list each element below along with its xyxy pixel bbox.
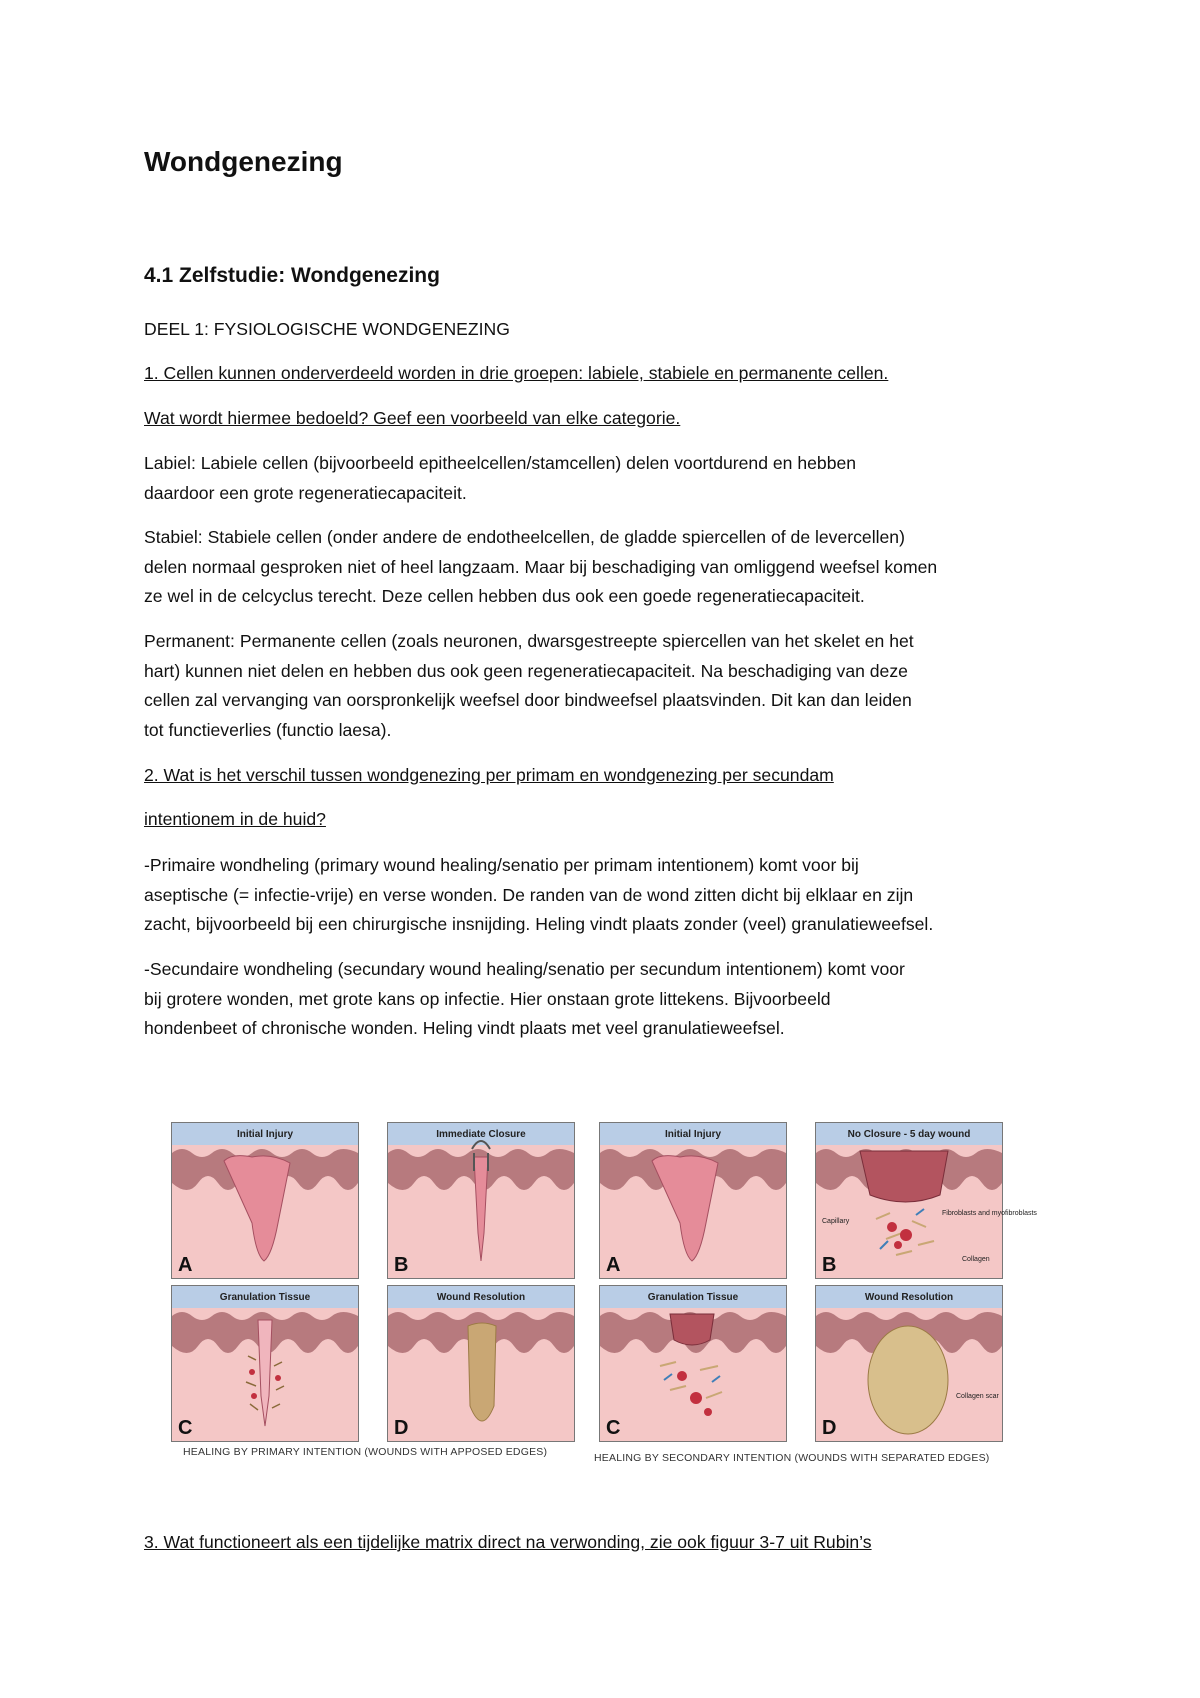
document-title: Wondgenezing xyxy=(144,146,343,177)
answer-permanent xyxy=(144,627,1056,745)
answer-stabiel xyxy=(144,523,1056,612)
panel-title: Immediate Closure xyxy=(436,1129,526,1140)
text-line: zacht, bijvoorbeeld bij een chirurgische insnijding. Heling vindt plaats zonder (veel) granulatieweefsel. xyxy=(144,914,934,934)
figure-panel-secondary-a xyxy=(599,1122,787,1279)
panel-title: Wound Resolution xyxy=(436,1292,526,1303)
answer-labiel xyxy=(144,449,1056,508)
text-line: hondenbeet of chronische wonden. Heling vindt plaats met veel granulatieweefsel. xyxy=(144,1018,785,1038)
text-line: Labiel: Labiele cellen (bijvoorbeeld epitheelcellen/stamcellen) delen voortdurend en hebben xyxy=(144,453,857,473)
label-collagen: Collagen xyxy=(962,1256,990,1263)
text-line: bij grotere wonden, met grote kans op infectie. Hier onstaan grote littekens. Bijvoorbeeld xyxy=(144,988,831,1009)
panel-title: Granulation Tissue xyxy=(219,1292,311,1303)
question-1-sub: Wat wordt hiermee bedoeld? Geef een voorbeeld van elke categorie. xyxy=(144,408,681,428)
text-line: daardoor een grote regeneratiecapaciteit. xyxy=(144,482,467,503)
panel-title: Wound Resolution xyxy=(864,1292,954,1303)
figure-panel-secondary-b xyxy=(815,1122,1037,1279)
text-line: cellen zal vervanging van oorspronkelijk weefsel door bindweefsel plaatsvinden. Dit kan dan leiden xyxy=(144,690,912,710)
panel-letter: A xyxy=(606,1254,621,1276)
panel-title: No Closure - 5 day wound xyxy=(847,1129,971,1140)
figure-panel-primary-c xyxy=(171,1285,359,1442)
caption-primary: HEALING BY PRIMARY INTENTION (WOUNDS WITH APPOSED EDGES) xyxy=(183,1446,548,1458)
panel-title: Initial Injury xyxy=(236,1129,294,1140)
panel-title: Granulation Tissue xyxy=(647,1292,739,1303)
question-3: 3. Wat functioneert als een tijdelijke matrix direct na verwonding, zie ook figuur 3-7 uit Rubin’s xyxy=(144,1532,872,1552)
text-line: ze wel in de celcyclus terecht. Deze cellen hebben dus ook een goede regeneratiecapaciteit. xyxy=(144,586,865,606)
text-line: delen normaal gesproken niet of heel langzaam. Maar bij beschadiging van omliggend weefsel komen xyxy=(144,556,938,577)
figure-panel-secondary-d xyxy=(815,1285,1003,1442)
panel-letter: C xyxy=(606,1417,621,1439)
part-heading: DEEL 1: FYSIOLOGISCHE WONDGENEZING xyxy=(144,319,510,339)
question-1: 1. Cellen kunnen onderverdeeld worden in drie groepen: labiele, stabiele en permanente cellen. xyxy=(144,363,889,383)
panel-letter: B xyxy=(394,1254,409,1276)
question-2: 2. Wat is het verschil tussen wondgenezing per primam en wondgenezing per secundam xyxy=(144,765,834,785)
panel-letter: C xyxy=(178,1417,193,1439)
text-line: -Primaire wondheling (primary wound healing/senatio per primam intentionem) komt voor bij xyxy=(144,855,859,875)
text-line: -Secundaire wondheling (secundary wound healing/senatio per secundum intentionem) komt voor xyxy=(144,959,905,979)
answer-primary xyxy=(144,851,1056,940)
text-line: hart) kunnen niet delen en hebben dus ook geen regeneratiecapaciteit. Na beschadiging van deze xyxy=(144,660,908,681)
text-line: Stabiel: Stabiele cellen (onder andere de endotheelcellen, de gladde spiercellen of de levercellen) xyxy=(144,527,905,547)
answer-secondary xyxy=(144,955,1056,1044)
figure-panel-primary-a xyxy=(171,1122,359,1279)
panel-title: Initial Injury xyxy=(664,1129,722,1140)
text-line: tot functieverlies (functio laesa). xyxy=(144,719,392,740)
caption-secondary: HEALING BY SECONDARY INTENTION (WOUNDS WITH SEPARATED EDGES) xyxy=(594,1452,990,1464)
figure-panel-primary-d xyxy=(387,1285,575,1442)
question-2-cont: intentionem in de huid? xyxy=(144,809,326,829)
label-capillary: Capillary xyxy=(822,1218,850,1225)
panel-letter: D xyxy=(394,1417,409,1439)
text-line: aseptische (= infectie-vrije) en verse wonden. De randen van de wond zitten dicht bij elklaar en zijn xyxy=(144,884,914,905)
panel-letter: A xyxy=(178,1254,193,1276)
panel-letter: B xyxy=(822,1254,837,1276)
figure-panel-secondary-c xyxy=(599,1285,787,1442)
panel-letter: D xyxy=(822,1417,837,1439)
text-line: Permanent: Permanente cellen (zoals neuronen, dwarsgestreepte spiercellen van het skelet en het xyxy=(144,631,914,651)
figure-panel-primary-b xyxy=(387,1122,575,1279)
section-heading: 4.1 Zelfstudie: Wondgenezing xyxy=(144,264,440,287)
label-collagen-scar: Collagen scar xyxy=(956,1393,999,1400)
label-fibroblasts: Fibroblasts and myofibroblasts xyxy=(942,1210,1037,1217)
